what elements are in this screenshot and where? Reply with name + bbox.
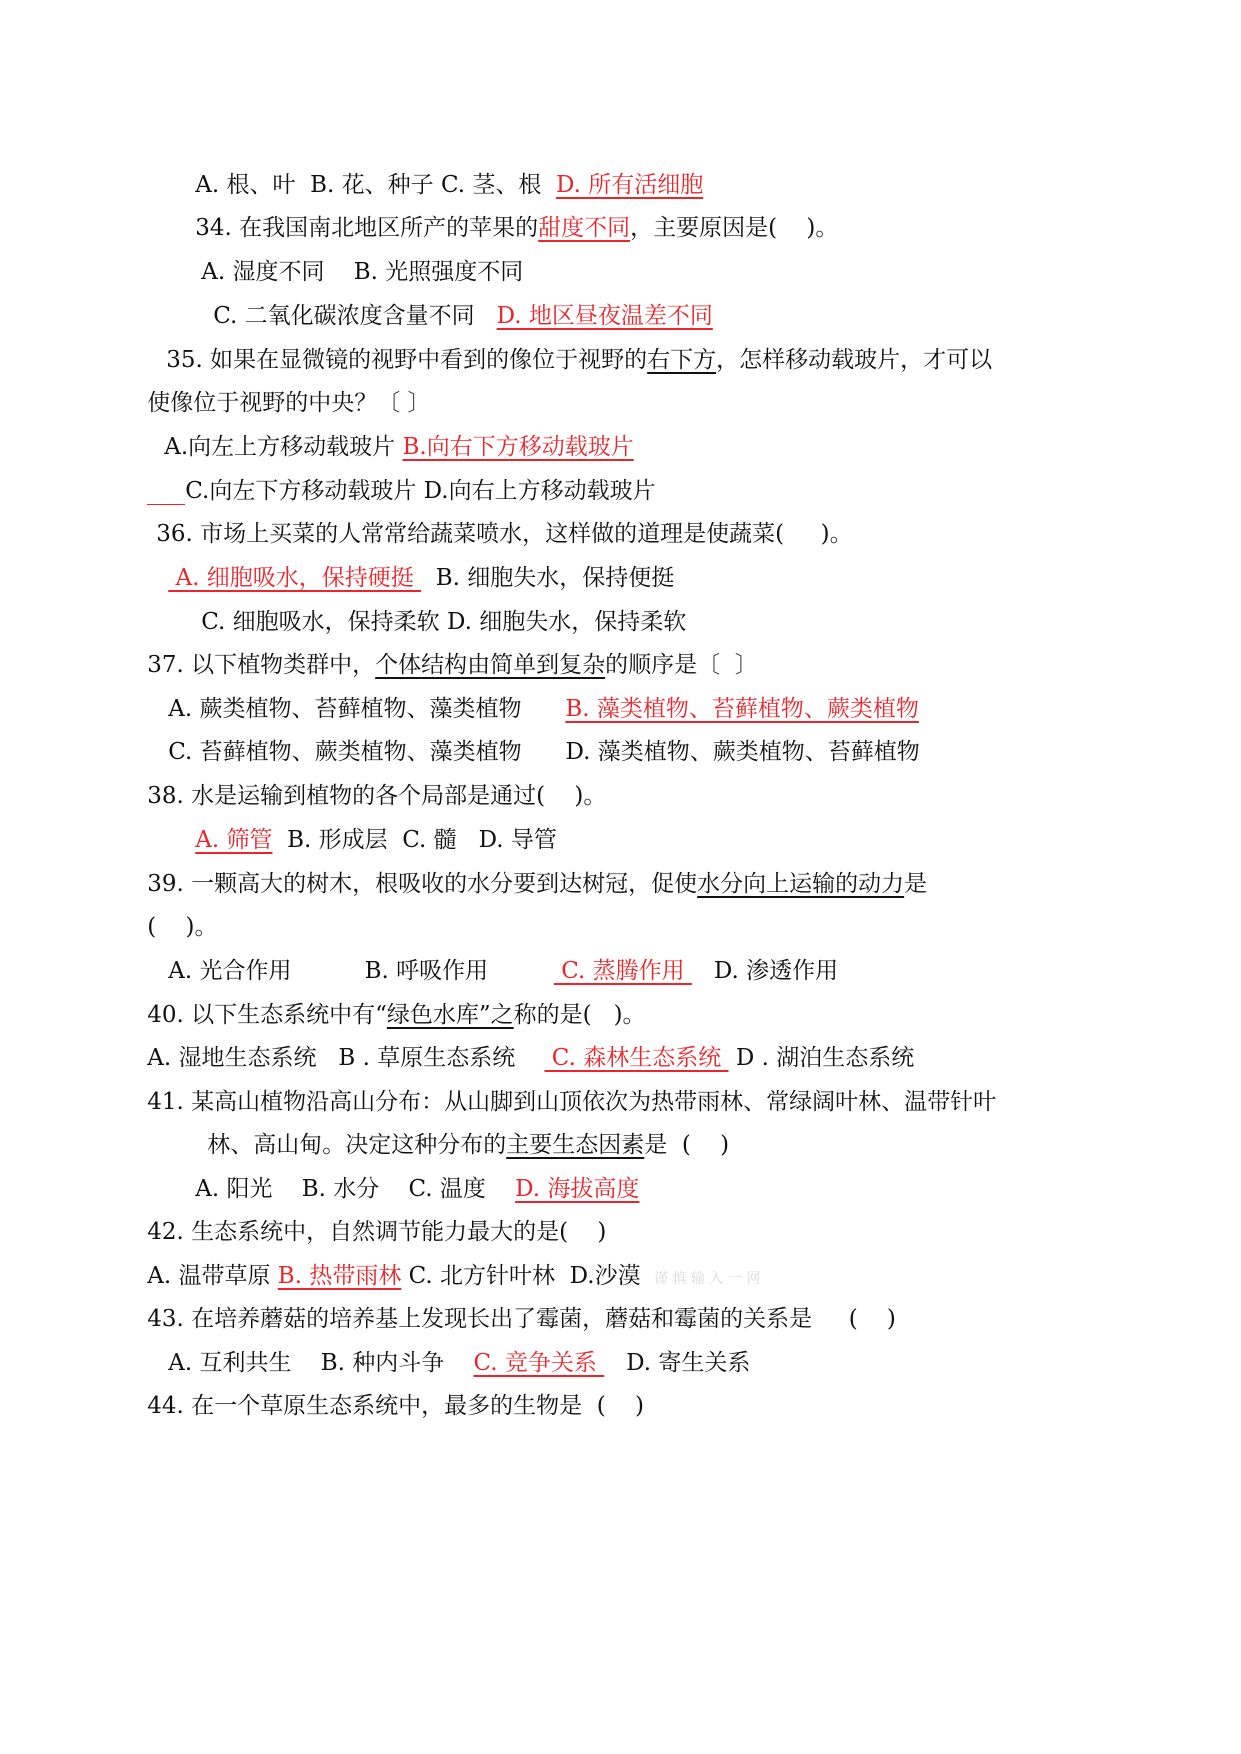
q40-options-ab: A. 湿地生态系统 B . 草原生态系统 <box>147 1045 545 1071</box>
q40-stem-text: 40. 以下生态系统中有“ <box>147 1002 387 1028</box>
q43-answer: C. 竞争关系 <box>473 1350 605 1376</box>
q40-stem-tail: 称的是( )。 <box>513 1002 646 1028</box>
q34-options-c-text: C. 二氧化碳浓度含量不同 <box>213 303 497 329</box>
q42-stem <box>118 1190 607 1245</box>
q38-options <box>166 798 557 853</box>
q35-stem-text: 35. 如果在显微镜的视野中看到的像位于视野的 <box>166 347 648 373</box>
q42-options <box>118 1234 761 1289</box>
q43-options-ab: A. 互利共生 B. 种内斗争 <box>168 1350 474 1376</box>
q40-keyword: 绿色水库”之 <box>386 1002 514 1028</box>
q34-options-ab-text: A. 湿度不同 B. 光照强度不同 <box>201 259 524 285</box>
q34-keyword: 甜度不同 <box>538 215 631 241</box>
q37-options-ab <box>139 667 919 722</box>
q38-options-text: B. 形成层 C. 髓 D. 导管 <box>272 827 557 853</box>
q41-stem-continued-text: 林、高山甸。决定这种分布的 <box>207 1132 507 1158</box>
q39-answer: C. 蒸腾作用 <box>553 958 692 984</box>
q39-keyword: 水分向上运输的动力 <box>697 871 905 897</box>
q38-stem-text: 38. 水是运输到植物的各个局部是通过( )。 <box>147 783 607 809</box>
q39-stem <box>118 842 928 897</box>
q34-stem-text: 34. 在我国南北地区所产的苹果的 <box>195 215 539 241</box>
q44-stem <box>118 1364 644 1419</box>
q33-answer: D. 所有活细胞 <box>555 172 704 198</box>
q41-options <box>166 1147 640 1202</box>
q38-stem <box>118 754 607 809</box>
q39-options-ab: A. 光合作用 B. 呼吸作用 <box>168 958 554 984</box>
q42-answer: B. 热带雨林 <box>277 1263 402 1289</box>
q39-options <box>139 929 839 984</box>
q36-stem <box>127 492 853 547</box>
q36-options-ab <box>139 536 675 591</box>
q42-option-a: A. 温带草原 <box>147 1263 278 1289</box>
q41-stem <box>118 1060 997 1115</box>
q44-stem-text: 44. 在一个草原生态系统中，最多的生物是 ( ) <box>147 1393 644 1419</box>
q41-keyword: 主要生态因素 <box>506 1132 645 1158</box>
q35-options-cd <box>118 449 656 504</box>
q35-stem-continued-text: 使像位于视野的中央？〔 〕 <box>147 390 431 416</box>
q36-options-cd <box>172 580 687 635</box>
q40-options <box>118 1016 915 1071</box>
q36-stem-text: 36. 市场上买菜的人常常给蔬菜喷水，这样做的道理是使蔬菜( )。 <box>156 521 853 547</box>
q39-stem-tail: 是 <box>904 871 928 897</box>
q41-answer: D. 海拔高度 <box>515 1176 640 1202</box>
q43-options <box>139 1321 751 1376</box>
q35-answer: B.向右下方移动载玻片 <box>402 434 634 460</box>
q36-answer: A. 细胞吸水，保持硬挺 <box>168 565 422 591</box>
q36-option-b: B. 细胞失水，保持便挺 <box>421 565 675 591</box>
q37-options-cd-text: C. 苔藓植物、蕨类植物、藻类植物 D. 藻类植物、蕨类植物、苔藓植物 <box>168 739 920 765</box>
q37-stem-tail: 的顺序是〔 〕 <box>605 652 758 678</box>
q39-stem-continued-text: ( )。 <box>147 914 218 940</box>
q41-stem-tail: 是 ( ) <box>644 1132 730 1158</box>
q40-answer: C. 森林生态系统 <box>544 1045 729 1071</box>
q37-stem <box>118 623 758 678</box>
q36-options-cd-text: C. 细胞吸水，保持柔软 D. 细胞失水，保持柔软 <box>201 609 687 635</box>
q34-options-ab <box>172 230 524 285</box>
q43-stem <box>118 1277 896 1332</box>
q38-answer: A. 筛管 <box>195 827 273 853</box>
q43-stem-text: 43. 在培养蘑菇的培养基上发现长出了霉菌，蘑菇和霉菌的关系是 ( ) <box>147 1306 896 1332</box>
q41-stem-text: 41. 某高山植物沿高山分布：从山脚到山顶依次为热带雨林、常绿阔叶林、温带针叶 <box>147 1089 997 1115</box>
q41-stem-continued <box>178 1103 730 1158</box>
q35-stem <box>137 318 993 373</box>
q34-stem-tail: ，主要原因是( )。 <box>630 215 839 241</box>
q39-stem-text: 39. 一颗高大的树木，根吸收的水分要到达树冠，促使 <box>147 871 698 897</box>
q37-option-a: A. 蕨类植物、苔藓植物、藻类植物 <box>168 696 566 722</box>
q34-options-cd <box>184 274 713 329</box>
q40-stem <box>118 973 646 1028</box>
q33-options-text: A. 根、叶 B. 花、种子 C. 茎、根 <box>195 172 556 198</box>
q39-option-d: D. 渗透作用 <box>691 958 839 984</box>
q35-keyword: 右下方 <box>647 347 717 373</box>
q39-stem-continued <box>118 885 218 940</box>
q34-answer: D. 地区昼夜温差不同 <box>496 303 713 329</box>
q37-keyword: 个体结构由简单到复杂 <box>375 652 606 678</box>
faint-watermark-text: 谨 慎 输 入 一 网 <box>640 1271 761 1287</box>
q35-options-cd-text: C.向左下方移动载玻片 D.向右上方移动载玻片 <box>185 478 656 504</box>
q37-stem-text: 37. 以下植物类群中， <box>147 652 376 678</box>
q37-answer: B. 藻类植物、苔藓植物、蕨类植物 <box>565 696 919 722</box>
q35-options-ab <box>135 405 634 460</box>
q35-stem-continued <box>118 361 431 416</box>
q40-option-d: D . 湖泊生态系统 <box>728 1045 915 1071</box>
q43-option-d: D. 寄生关系 <box>604 1350 751 1376</box>
q41-options-abc: A. 阳光 B. 水分 C. 温度 <box>195 1176 516 1202</box>
q34-stem <box>166 186 839 241</box>
q33-options <box>166 143 704 198</box>
q35-option-a: A.向左上方移动载玻片 <box>164 434 403 460</box>
q42-options-cd: C. 北方针叶林 D.沙漠 <box>401 1263 641 1289</box>
q35-stem-tail: ，怎样移动载玻片，才可以 <box>716 347 993 373</box>
q37-options-cd <box>139 710 920 765</box>
q42-stem-text: 42. 生态系统中，自然调节能力最大的是( ) <box>147 1219 607 1245</box>
